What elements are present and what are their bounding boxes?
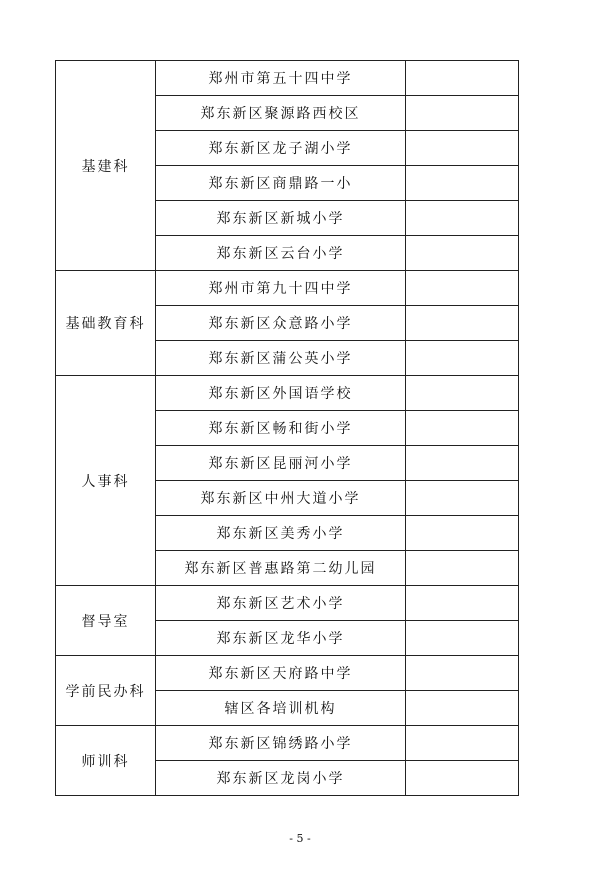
empty-cell: [406, 131, 519, 166]
assignment-table: [55, 60, 519, 796]
empty-cell: [406, 516, 519, 551]
department-cell: 人事科: [56, 376, 156, 586]
department-cell: 督导室: [56, 586, 156, 656]
school-cell: 郑州市第九十四中学: [156, 271, 406, 306]
department-cell: 基础教育科: [56, 271, 156, 376]
empty-cell: [406, 341, 519, 376]
school-cell: 郑东新区锦绣路小学: [156, 726, 406, 761]
school-cell: 郑东新区蒲公英小学: [156, 341, 406, 376]
empty-cell: [406, 586, 519, 621]
school-cell: 郑东新区商鼎路一小: [156, 166, 406, 201]
school-cell: 郑东新区美秀小学: [156, 516, 406, 551]
school-cell: 郑东新区龙子湖小学: [156, 131, 406, 166]
school-cell: 辖区各培训机构: [156, 691, 406, 726]
table-row: [56, 726, 519, 761]
empty-cell: [406, 726, 519, 761]
empty-cell: [406, 236, 519, 271]
department-cell: 学前民办科: [56, 656, 156, 726]
table-row: [56, 61, 519, 96]
school-cell: 郑东新区天府路中学: [156, 656, 406, 691]
empty-cell: [406, 691, 519, 726]
assignment-table-body: [56, 61, 519, 796]
school-cell: 郑东新区龙华小学: [156, 621, 406, 656]
school-cell: 郑东新区聚源路西校区: [156, 96, 406, 131]
empty-cell: [406, 481, 519, 516]
empty-cell: [406, 376, 519, 411]
school-cell: 郑东新区众意路小学: [156, 306, 406, 341]
table-row: [56, 271, 519, 306]
school-cell: 郑东新区云台小学: [156, 236, 406, 271]
school-cell: 郑东新区普惠路第二幼儿园: [156, 551, 406, 586]
empty-cell: [406, 446, 519, 481]
page-number: - 5 -: [289, 832, 311, 845]
department-cell: 基建科: [56, 61, 156, 271]
school-cell: 郑东新区中州大道小学: [156, 481, 406, 516]
school-cell: 郑东新区外国语学校: [156, 376, 406, 411]
empty-cell: [406, 201, 519, 236]
empty-cell: [406, 411, 519, 446]
empty-cell: [406, 166, 519, 201]
empty-cell: [406, 656, 519, 691]
school-cell: 郑东新区艺术小学: [156, 586, 406, 621]
empty-cell: [406, 271, 519, 306]
school-cell: 郑东新区昆丽河小学: [156, 446, 406, 481]
school-cell: 郑东新区畅和街小学: [156, 411, 406, 446]
table-row: [56, 586, 519, 621]
school-cell: 郑东新区新城小学: [156, 201, 406, 236]
table-row: [56, 376, 519, 411]
empty-cell: [406, 551, 519, 586]
empty-cell: [406, 61, 519, 96]
table-row: [56, 656, 519, 691]
school-cell: 郑州市第五十四中学: [156, 61, 406, 96]
empty-cell: [406, 96, 519, 131]
empty-cell: [406, 761, 519, 796]
empty-cell: [406, 621, 519, 656]
school-cell: 郑东新区龙岗小学: [156, 761, 406, 796]
department-cell: 师训科: [56, 726, 156, 796]
empty-cell: [406, 306, 519, 341]
